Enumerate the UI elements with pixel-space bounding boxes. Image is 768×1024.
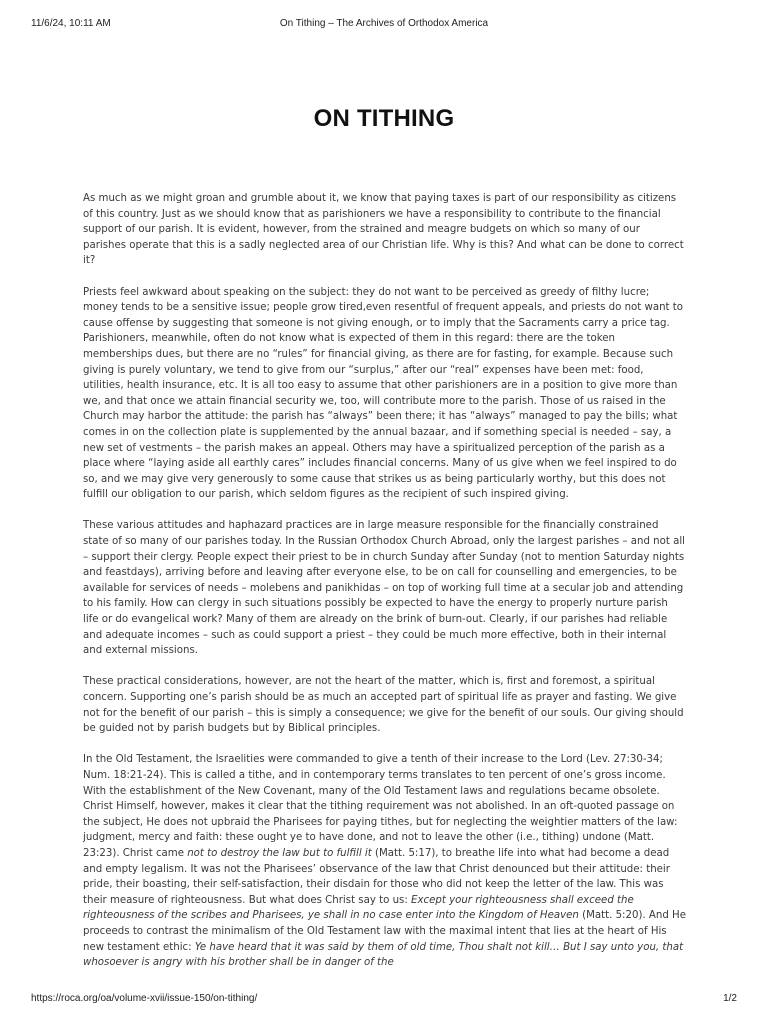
- paragraph: Priests feel awkward about speaking on the subject: they do not want to be perceived as greedy of filthy lucre; money tends to be a sensitive issue; people grow tired,even resentful of frequent appeals, and priests do not want to cause offense by suggesting that someone is not giving enough, or to imply that the Sacraments carry a price tag. Parishioners, meanwhile, often do not know what is expected of them in this regard: there are the token memberships dues, but there are no “rules” for financial giving, as there are for fasting, for example. Because such giving is purely voluntary, we tend to give from our “surplus,” after our “real” expenses have been met: food, utilities, health insurance, etc. It is all too easy to assume that other parishioners are in a position to give more than we, and that once we attain financial security we, too, will contribute more to the parish. Those of us raised in the Church may harbor the attitude: the parish has “always” been there; it has “always” managed to pay the bills; what comes in on the collection plate is supplemented by the annual bazaar, and if something special is needed – say, a new set of vestments – the parish makes an appeal. Others may have a spiritualized perception of the parish as a place where “laying aside all earthly cares” includes financial concerns. Many of us give when we feel inspired to do so, and we may give very generously to some cause that strikes us as being particularly worthy, but this does not fulfill our obligation to our parish, which seldom figures as the recipient of such inspired giving.: [83, 286, 683, 501]
- paragraph: As much as we might groan and grumble about it, we know that paying taxes is part of our responsibility as citizens of this country. Just as we should know that as parishioners we have a responsibility to contribute to the financial support of our parish. It is evident, however, from the strained and meagre budgets on which so many of our parishes operate that this is a sadly neglected area of our Christian life. Why is this? And what can be done to correct it?: [83, 193, 684, 267]
- paragraph: These practical considerations, however, are not the heart of the matter, which is, first and foremost, a spiritual concern. Supporting one’s parish should be as much an accepted part of spiritual life as prayer and fasting. We give not for the benefit of our parish – this is simply a consequence; we give for the benefit of our souls. Our giving should be guided not by parish budgets but by Biblical principles.: [83, 676, 684, 735]
- article-body: [83, 191, 686, 986]
- text-run: (Matt. 5:20). And He proceeds to contrast the minimalism of the Old Testament law with the maximal intent that lies at the heart of His new testament ethic:: [83, 910, 686, 953]
- paragraph: These various attitudes and haphazard practices are in large measure responsible for the financially constrained state of so many of our parishes today. In the Russian Orthodox Church Abroad, only the largest parishes – and not all – support their clergy. People expect their priest to be in church Sunday after Sunday (not to mention Saturday nights and feastdays), arriving before and leaving after everyone else, to be on call for counselling and emergencies, to be available for services of needs – molebens and panikhidas – on top of working full time at a secular job and attending to his family. How can clergy in such situations possibly be expected to have the energy to properly nurture parish life or do evangelical work? Many of them are already on the brink of burn-out. Clearly, if our parishes had reliable and adequate incomes – such as could support a priest – they could be much more effective, both in their internal and external missions.: [83, 520, 685, 657]
- scripture-quote: Except your righteousness shall exceed the righteousness of the scribes and Pharisees, ye shall in no case enter into the Kingdom of Heaven: [83, 894, 634, 922]
- print-page-number: 1/2: [723, 993, 737, 1004]
- text-run: In the Old Testament, the Israelities were commanded to give a tenth of their increase to the Lord (Lev. 27:30-34; Num. 18:21-24). This is called a tithe, and in contemporary terms translates to ten percent of one’s gross income. With the establishment of the New Covenant, many of the Old Testament laws and regulations became obsolete. Christ Himself, however, makes it clear that the tithing requirement was not abolished. In an oft-quoted passage on the subject, He does not upbraid the Pharisees for paying tithes, but for neglecting the weightier matters of the law: judgment, mercy and faith: these ought ye to have done, and not to leave the other (i.e., tithing) undone (Matt. 23:23). Christ came: [83, 754, 678, 859]
- article-title: ON TITHING: [313, 105, 455, 132]
- print-header: [31, 18, 737, 32]
- print-page-title: On Tithing – The Archives of Orthodox America: [279, 18, 489, 29]
- paragraph: [83, 752, 686, 970]
- text-run: (Matt. 5:17), to breathe life into what had become a dead and empty legalism. It was not the Pharisees’ observance of the law that Christ denounced but their attitude: their pride, their boasting, their self-satisfaction, their disdain for those who did not keep the letter of the law. This was their measure of righteousness. But what does Christ say to us:: [83, 847, 670, 906]
- scripture-quote: Ye have heard that it was said by them of old time, Thou shalt not kill… But I say unto you, that whosoever is angry with his brother shall be in danger of the: [83, 941, 684, 969]
- print-url: https://roca.org/oa/volume-xvii/issue-150/on-tithing/: [31, 993, 258, 1004]
- scripture-quote: not to destroy the law but to fulfill it: [187, 847, 372, 859]
- print-footer: [31, 993, 737, 1007]
- print-datetime: 11/6/24, 10:11 AM: [31, 18, 111, 29]
